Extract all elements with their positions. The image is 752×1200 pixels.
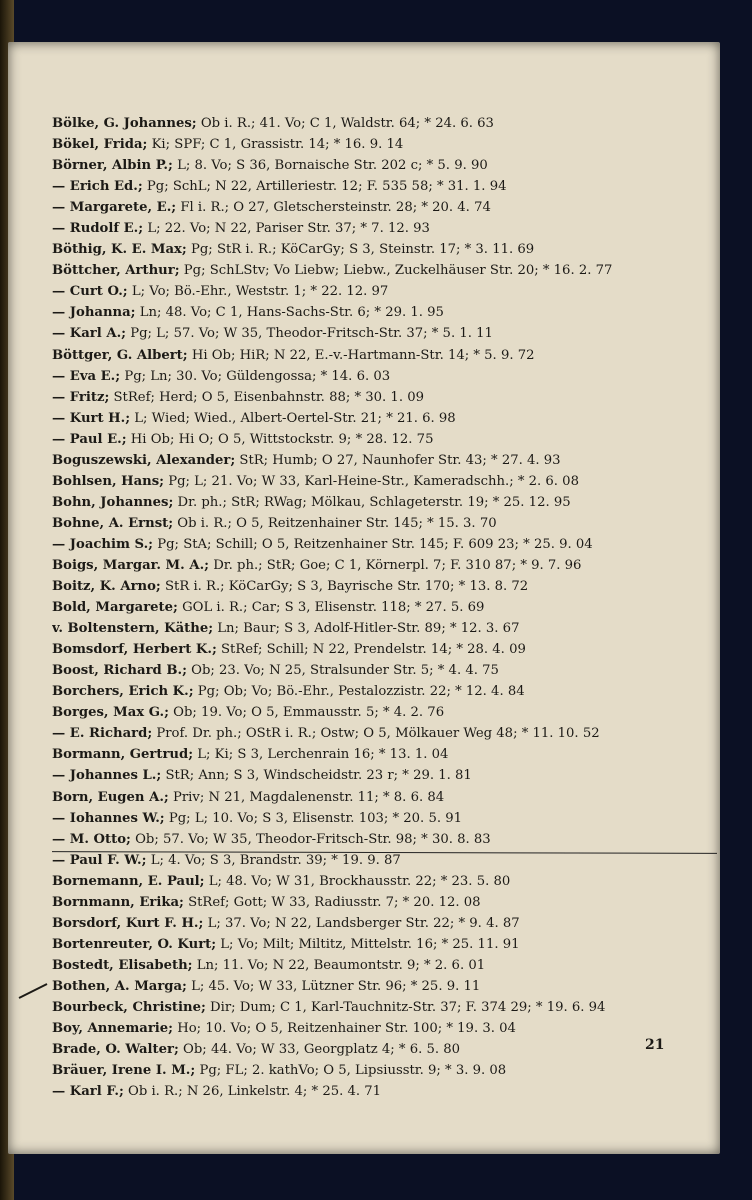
directory-entry: [52, 197, 717, 218]
directory-entry: [52, 239, 717, 260]
directory-entry: [52, 1060, 717, 1081]
entry-details: StRef; Schill; N 22, Prendelstr. 14; * 28. 4. 09: [216, 642, 526, 658]
entry-name: Borsdorf, Kurt F. H.;: [52, 915, 204, 931]
directory-entry: [52, 808, 717, 829]
entry-name: Bölke, G. Johannes;: [52, 116, 197, 131]
entry-name: — Kurt H.;: [52, 410, 131, 426]
directory-entry: [52, 408, 717, 429]
directory-entry: [52, 345, 717, 366]
entry-details: Dr. ph.; StR; Goe; C 1, Körnerpl. 7; F. 310 87; * 9. 7. 96: [209, 557, 582, 573]
entry-name: Böttcher, Arthur;: [52, 263, 180, 279]
entry-name: Bräuer, Irene I. M.;: [52, 1063, 196, 1079]
entry-details: Pg; FL; 2. kathVo; O 5, Lipsiusstr. 9; * 3. 9. 08: [195, 1063, 507, 1079]
entry-details: Ob i. R.; O 5, Reitzenhainer Str. 145; * 15. 3. 70: [173, 515, 497, 531]
directory-entry: [52, 134, 717, 155]
entry-name: Brade, O. Walter;: [52, 1042, 179, 1058]
entry-name: Böthig, K. E. Max;: [52, 242, 187, 258]
entry-details: L; 22. Vo; N 22, Pariser Str. 37; * 7. 12. 93: [143, 221, 430, 237]
entry-name: Bortenreuter, O. Kurt;: [52, 936, 217, 952]
entry-details: Pg; StR i. R.; KöCarGy; S 3, Steinstr. 17; * 3. 11. 69: [186, 242, 535, 258]
entry-name: — Karl A.;: [52, 326, 127, 342]
entry-details: StR; Ann; S 3, Windscheidstr. 23 r; * 29. 1. 81: [161, 768, 472, 784]
entry-name: Bothen, A. Marga;: [52, 978, 187, 994]
directory-entry: [52, 681, 717, 702]
entry-name: Boitz, K. Arno;: [52, 579, 161, 595]
entry-name: — Curt O.;: [52, 284, 128, 300]
entry-name: Bormann, Gertrud;: [52, 747, 194, 763]
entry-name: Boost, Richard B.;: [52, 663, 187, 679]
entry-details: Pg; Ob; Vo; Bö.-Ehr., Pestalozzistr. 22; * 12. 4. 84: [193, 684, 525, 700]
entry-details: L; Ki; S 3, Lerchenrain 16; * 13. 1. 04: [193, 747, 449, 763]
entry-name: — Erich Ed.;: [52, 179, 143, 195]
entry-details: L; Vo; Milt; Miltitz, Mittelstr. 16; * 25. 11. 91: [216, 936, 520, 952]
entry-name: — Fritz;: [52, 389, 110, 405]
entry-details: Dr. ph.; StR; RWag; Mölkau, Schlageterstr. 19; * 25. 12. 95: [173, 494, 571, 510]
entry-details: L; 37. Vo; N 22, Landsberger Str. 22; * 9. 4. 87: [203, 915, 520, 931]
entry-details: Pg; SchL; N 22, Artilleriestr. 12; F. 535 58; * 31. 1. 94: [142, 179, 507, 195]
entry-name: — Karl F.;: [52, 1084, 124, 1100]
entry-name: — M. Otto;: [52, 831, 131, 847]
directory-entry: [52, 744, 717, 765]
entry-details: Hi Ob; Hi O; O 5, Wittstockstr. 9; * 28. 12. 75: [126, 431, 434, 447]
directory-entry: [52, 302, 717, 323]
entry-name: — Paul F. W.;: [52, 852, 147, 868]
entry-details: Pg; SchLStv; Vo Liebw; Liebw., Zuckelhäuser Str. 20; * 16. 2. 77: [179, 263, 613, 279]
entry-name: Böttger, G. Albert;: [52, 347, 188, 363]
entry-name: — Paul E.;: [52, 431, 127, 447]
entry-name: — E. Richard;: [52, 726, 153, 742]
entry-details: GOL i. R.; Car; S 3, Elisenstr. 118; * 27. 5. 69: [177, 600, 485, 616]
directory-entry: [52, 176, 717, 197]
handwritten-check-mark: [17, 978, 65, 1002]
entry-details: Ln; 48. Vo; C 1, Hans-Sachs-Str. 6; * 29. 1. 95: [135, 305, 444, 321]
entry-details: L; Vo; Bö.-Ehr., Weststr. 1; * 22. 12. 97: [127, 284, 389, 300]
entry-details: L; 4. Vo; S 3, Brandstr. 39; * 19. 9. 87: [146, 852, 401, 868]
entry-name: Borchers, Erich K.;: [52, 684, 194, 700]
entry-details: Pg; L; 57. Vo; W 35, Theodor-Fritsch-Str. 37; * 5. 1. 11: [126, 326, 493, 342]
entry-details: StRef; Herd; O 5, Eisenbahnstr. 88; * 30. 1. 09: [109, 389, 424, 405]
entry-details: Pg; L; 21. Vo; W 33, Karl-Heine-Str., Kameradschh.; * 2. 6. 08: [164, 473, 579, 489]
directory-entry: [52, 829, 717, 850]
entry-name: — Eva E.;: [52, 368, 121, 384]
directory-entry: [52, 765, 717, 786]
directory-entry: [52, 387, 717, 408]
entry-details: Ob; 19. Vo; O 5, Emmausstr. 5; * 4. 2. 76: [168, 705, 445, 721]
entry-details: Fl i. R.; O 27, Gletschersteinstr. 28; * 20. 4. 74: [176, 200, 491, 216]
entry-name: — Joachim S.;: [52, 536, 154, 552]
entry-name: — Rudolf E.;: [52, 221, 144, 237]
directory-entry: [52, 618, 717, 639]
entry-details: StR i. R.; KöCarGy; S 3, Bayrische Str. 170; * 13. 8. 72: [160, 579, 529, 595]
entry-details: Ob; 23. Vo; N 25, Stralsunder Str. 5; * 4. 4. 75: [186, 663, 499, 679]
entry-name: Bornmann, Erika;: [52, 894, 184, 910]
directory-entry: [52, 639, 717, 660]
directory-entry: [52, 576, 717, 597]
directory-entry: [52, 555, 717, 576]
entry-name: Borges, Max G.;: [52, 705, 169, 721]
entry-details: Ob; 57. Vo; W 35, Theodor-Fritsch-Str. 98; * 30. 8. 83: [130, 831, 491, 847]
entry-name: — Johanna;: [52, 305, 136, 321]
entry-name: — Johannes L.;: [52, 768, 162, 784]
entry-details: StR; Humb; O 27, Naunhofer Str. 43; * 27. 4. 93: [235, 452, 561, 468]
directory-entry: [52, 450, 717, 471]
entry-details: L; 48. Vo; W 31, Brockhausstr. 22; * 23. 5. 80: [204, 873, 511, 889]
entry-details: L; 8. Vo; S 36, Bornaische Str. 202 c; * 5. 9. 90: [172, 158, 488, 174]
directory-entry: [52, 723, 717, 744]
directory-entry: [52, 155, 717, 176]
entry-name: — Iohannes W.;: [52, 810, 165, 826]
page-number: 21: [645, 1037, 665, 1053]
entry-details: Ln; Baur; S 3, Adolf-Hitler-Str. 89; * 12. 3. 67: [213, 621, 520, 637]
directory-entry: [52, 1018, 717, 1039]
entry-name: Bomsdorf, Herbert K.;: [52, 642, 217, 658]
directory-entry: [52, 871, 717, 892]
entry-details: L; 45. Vo; W 33, Lützner Str. 96; * 25. 9. 11: [186, 978, 481, 994]
entry-details: Ob; 44. Vo; W 33, Georgplatz 4; * 6. 5. 80: [178, 1042, 461, 1058]
directory-entry: [52, 702, 717, 723]
entry-details: Prof. Dr. ph.; OStR i. R.; Ostw; O 5, Mölkauer Weg 48; * 11. 10. 52: [152, 726, 600, 742]
directory-entry: [52, 1039, 717, 1060]
entry-name: Boigs, Margar. M. A.;: [52, 557, 210, 573]
entry-details: Hi Ob; HiR; N 22, E.-v.-Hartmann-Str. 14; * 5. 9. 72: [187, 347, 535, 363]
directory-entry-list: [52, 113, 717, 1102]
entry-name: Bökel, Frida;: [52, 137, 148, 153]
entry-name: Bourbeck, Christine;: [52, 999, 206, 1015]
entry-name: Bohne, A. Ernst;: [52, 515, 174, 531]
directory-entry: [52, 113, 717, 134]
directory-entry: [52, 534, 717, 555]
entry-details: Ln; 11. Vo; N 22, Beaumontstr. 9; * 2. 6. 01: [192, 957, 486, 973]
directory-entry: [52, 597, 717, 618]
entry-name: v. Boltenstern, Käthe;: [52, 621, 214, 637]
entry-name: Börner, Albin P.;: [52, 158, 173, 174]
entry-details: Pg; Ln; 30. Vo; Güldengossa; * 14. 6. 03: [120, 368, 391, 384]
directory-entry: [52, 471, 717, 492]
directory-entry: [52, 492, 717, 513]
entry-details: Ho; 10. Vo; O 5, Reitzenhainer Str. 100; * 19. 3. 04: [173, 1021, 516, 1037]
directory-entry: [52, 955, 717, 976]
entry-name: Boguszewski, Alexander;: [52, 452, 236, 468]
directory-entry: [52, 513, 717, 534]
entry-name: Born, Eugen A.;: [52, 789, 169, 805]
entry-name: Bohlsen, Hans;: [52, 473, 165, 489]
directory-entry: [52, 892, 717, 913]
entry-details: Ki; SPF; C 1, Grassistr. 14; * 16. 9. 14: [147, 137, 404, 153]
entry-details: L; Wied; Wied., Albert-Oertel-Str. 21; * 21. 6. 98: [130, 410, 456, 426]
directory-entry: [52, 323, 717, 344]
entry-details: Pg; L; 10. Vo; S 3, Elisenstr. 103; * 20. 5. 91: [164, 810, 462, 826]
entry-details: Dir; Dum; C 1, Karl-Tauchnitz-Str. 37; F. 374 29; * 19. 6. 94: [205, 999, 606, 1015]
directory-entry: [52, 660, 717, 681]
entry-name: Boy, Annemarie;: [52, 1021, 174, 1037]
directory-entry: [52, 218, 717, 239]
directory-entry: [52, 997, 717, 1018]
directory-entry: [52, 976, 717, 997]
directory-entry: [52, 429, 717, 450]
directory-entry: [52, 787, 717, 808]
directory-entry: [52, 366, 717, 387]
directory-entry: [52, 281, 717, 302]
entry-details: StRef; Gott; W 33, Radiusstr. 7; * 20. 12. 08: [183, 894, 481, 910]
directory-entry: [52, 260, 717, 281]
entry-details: Ob i. R.; 41. Vo; C 1, Waldstr. 64; * 24. 6. 63: [196, 116, 494, 131]
entry-name: Bornemann, E. Paul;: [52, 873, 205, 889]
directory-entry: [52, 1081, 717, 1102]
entry-details: Ob i. R.; N 26, Linkelstr. 4; * 25. 4. 71: [123, 1084, 382, 1100]
directory-entry: [52, 934, 717, 955]
entry-details: Priv; N 21, Magdalenenstr. 11; * 8. 6. 84: [168, 789, 445, 805]
directory-entry: [52, 913, 717, 934]
entry-name: Bostedt, Elisabeth;: [52, 957, 193, 973]
entry-details: Pg; StA; Schill; O 5, Reitzenhainer Str. 145; F. 609 23; * 25. 9. 04: [153, 536, 593, 552]
entry-name: — Margarete, E.;: [52, 200, 177, 216]
entry-name: Bold, Margarete;: [52, 600, 178, 616]
entry-name: Bohn, Johannes;: [52, 494, 174, 510]
